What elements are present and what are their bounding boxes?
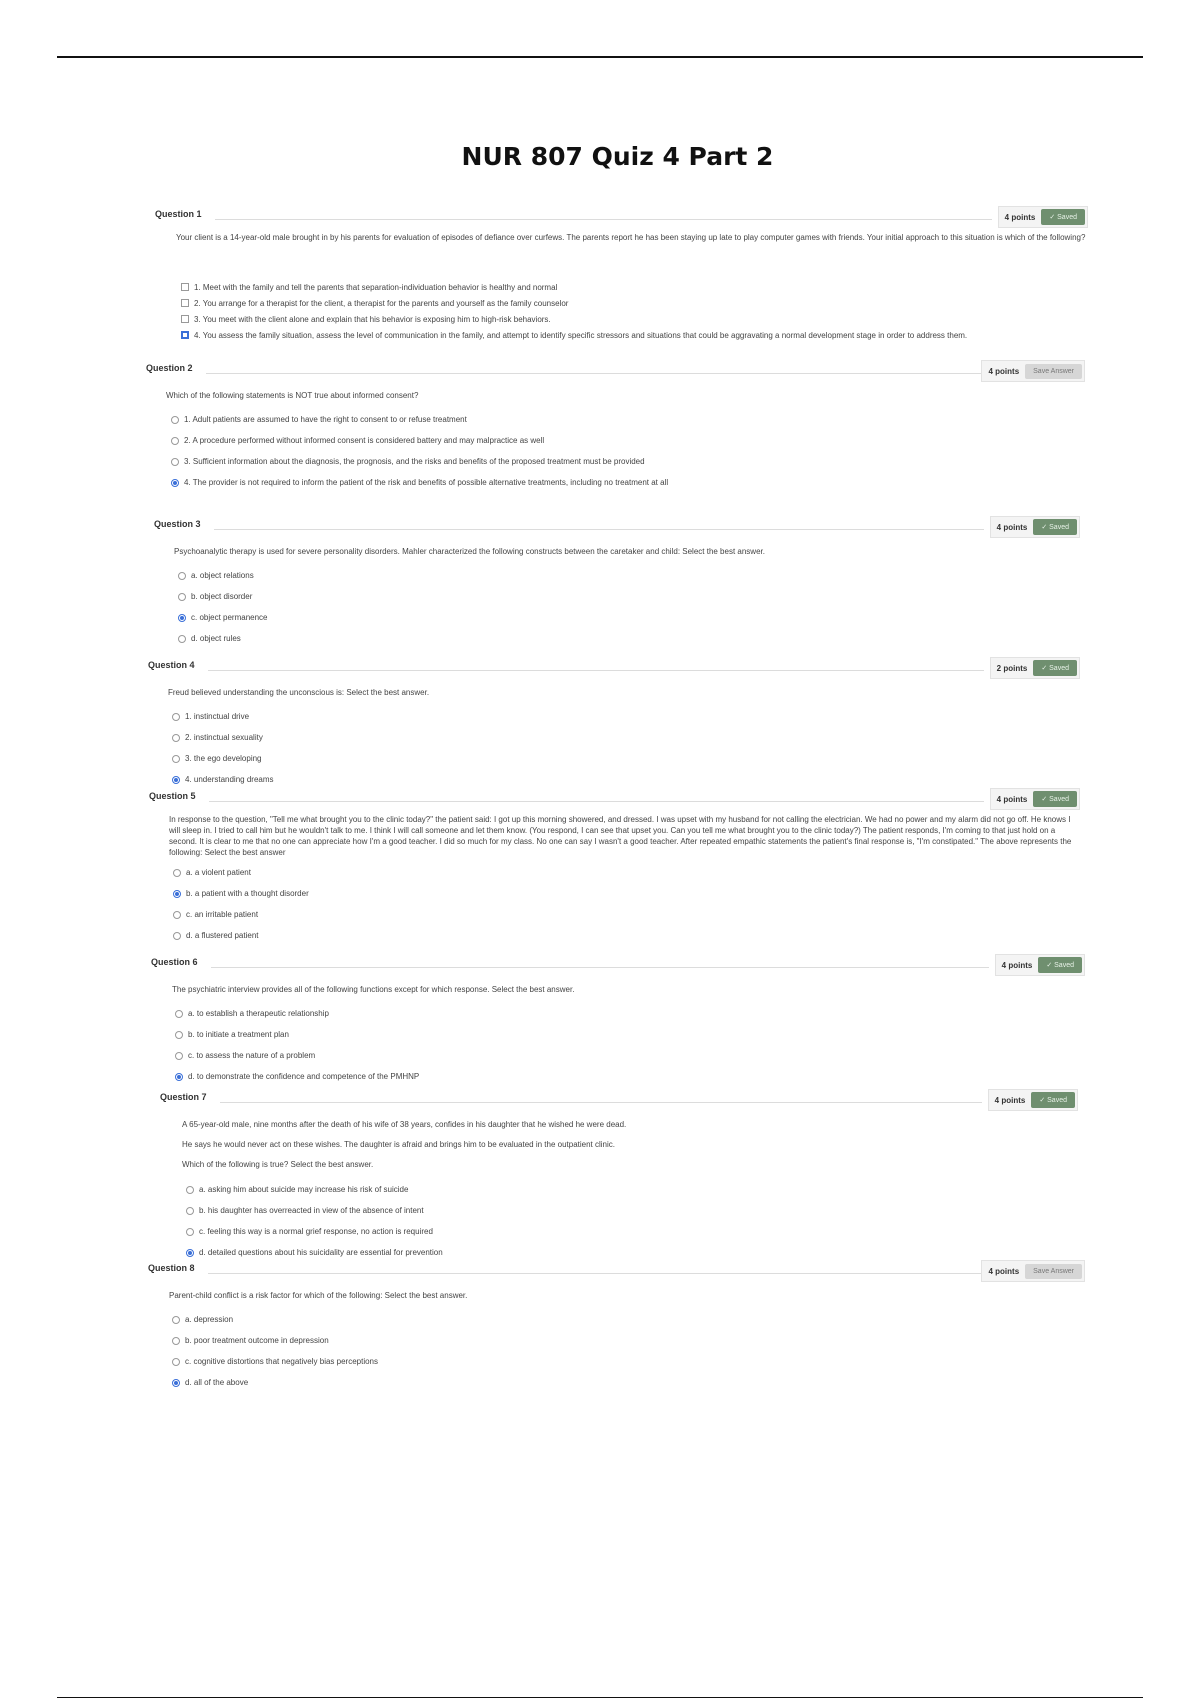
answer-options [171, 409, 1085, 493]
answer-option[interactable]: 2. instinctual sexuality [172, 727, 1080, 748]
points-label: 4 points [996, 522, 1028, 532]
radio-button[interactable] [186, 1207, 194, 1215]
bottom-rule [57, 1697, 1143, 1698]
answer-option[interactable]: c. cognitive distortions that negatively bias perceptions [172, 1351, 1085, 1372]
radio-button[interactable] [173, 911, 181, 919]
question-1 [155, 206, 1088, 343]
answer-option[interactable]: a. a violent patient [173, 862, 1080, 883]
radio-button[interactable] [171, 458, 179, 466]
radio-button-selected[interactable] [172, 1379, 180, 1387]
radio-button[interactable] [172, 734, 180, 742]
radio-button[interactable] [171, 437, 179, 445]
question-label: Question 7 [160, 1092, 207, 1102]
radio-button[interactable] [175, 1052, 183, 1060]
question-label: Question 1 [155, 209, 202, 219]
question-5 [149, 788, 1080, 946]
question-2 [146, 360, 1085, 493]
answer-option[interactable]: 1. instinctual drive [172, 706, 1080, 727]
radio-button-selected[interactable] [175, 1073, 183, 1081]
question-text: In response to the question, "Tell me what brought you to the clinic today?" the patient said: I got up this morning showered, and dressed. I was upset with my husband for not calling the electrician. We had no power and my alarm did not go off. He knows I will sleep in. I tried to call him but he wouldn't talk to me. I think I will call someone and let them know. (You respond, I can see that upset you. Can you tell me what brought you to the clinic today?) The patient responds, I'm coming to that just hold on a second. It is clear to me that no one can appreciate how I'm a good teacher. I did so much for my class. No one can say I wasn't a good teacher. After repeated empathic statements the patient's final response is, "I'm constipated." The above represents the following: Select the best answer [169, 815, 1072, 857]
radio-button[interactable] [172, 713, 180, 721]
answer-option[interactable]: b. his daughter has overreacted in view of the absence of intent [186, 1200, 1078, 1221]
radio-button[interactable] [172, 1358, 180, 1366]
answer-option[interactable]: a. depression [172, 1309, 1085, 1330]
checkbox[interactable] [181, 283, 189, 291]
saved-button[interactable]: ✓ Saved [1033, 791, 1077, 807]
answer-option[interactable]: d. to demonstrate the confidence and competence of the PMHNP [175, 1066, 1085, 1087]
radio-button[interactable] [178, 572, 186, 580]
answer-option[interactable]: b. to initiate a treatment plan [175, 1024, 1085, 1045]
question-text: Parent-child conflict is a risk factor for which of the following: Select the best answer. [169, 1291, 468, 1300]
question-text: Which of the following statements is NOT true about informed consent? [166, 391, 419, 400]
answer-options [172, 706, 1080, 790]
answer-option[interactable]: a. asking him about suicide may increase his risk of suicide [186, 1179, 1078, 1200]
radio-button[interactable] [175, 1010, 183, 1018]
points-label: 4 points [1001, 960, 1033, 970]
points-label: 4 points [988, 366, 1020, 376]
save-answer-button[interactable]: Save Answer [1025, 364, 1082, 379]
question-text-line: Which of the following is true? Select the best answer. [182, 1160, 374, 1169]
radio-button[interactable] [173, 932, 181, 940]
answer-options [186, 1179, 1078, 1263]
checkbox[interactable] [181, 315, 189, 323]
answer-options [175, 1003, 1085, 1087]
answer-options [172, 1309, 1085, 1393]
question-6 [151, 954, 1085, 1087]
radio-button[interactable] [172, 1337, 180, 1345]
question-label: Question 2 [146, 363, 193, 373]
question-8 [148, 1260, 1085, 1393]
question-label: Question 8 [148, 1263, 195, 1273]
question-text: Your client is a 14-year-old male brought in by his parents for evaluation of episodes of defiance over curfews. The parents report he has been staying up late to play computer games with friends. Your initial approach to this situation is which of the following? [176, 233, 1086, 242]
radio-button[interactable] [178, 593, 186, 601]
answer-option[interactable]: a. object relations [178, 565, 1080, 586]
question-text: The psychiatric interview provides all of the following functions except for which response. Select the best answer. [172, 985, 575, 994]
radio-button[interactable] [173, 869, 181, 877]
radio-button-selected[interactable] [178, 614, 186, 622]
points-label: 2 points [996, 663, 1028, 673]
checkbox-checked[interactable] [181, 331, 189, 339]
radio-button[interactable] [172, 1316, 180, 1324]
answer-option[interactable]: c. object permanence [178, 607, 1080, 628]
answer-option[interactable]: 3. Sufficient information about the diagnosis, the prognosis, and the risks and benefits of the proposed treatment must be provided [171, 451, 1085, 472]
radio-button[interactable] [172, 755, 180, 763]
answer-options [181, 279, 1088, 343]
question-label: Question 6 [151, 957, 198, 967]
question-text [182, 1119, 1078, 1179]
saved-button[interactable]: ✓ Saved [1041, 209, 1085, 225]
radio-button[interactable] [186, 1228, 194, 1236]
radio-button-selected[interactable] [173, 890, 181, 898]
page-title: NUR 807 Quiz 4 Part 2 [461, 142, 774, 171]
answer-option[interactable]: c. feeling this way is a normal grief response, no action is required [186, 1221, 1078, 1242]
answer-option[interactable]: d. all of the above [172, 1372, 1085, 1393]
question-7 [160, 1089, 1078, 1263]
answer-option[interactable]: b. a patient with a thought disorder [173, 883, 1080, 904]
question-label: Question 5 [149, 791, 196, 801]
answer-option[interactable]: 2. You arrange for a therapist for the client, a therapist for the parents and yourself as the family counselor [181, 295, 1088, 311]
answer-options [173, 862, 1080, 946]
question-text-line: He says he would never act on these wishes. The daughter is afraid and brings him to be evaluated in the outpatient clinic. [182, 1140, 615, 1149]
answer-option[interactable]: 1. Adult patients are assumed to have the right to consent to or refuse treatment [171, 409, 1085, 430]
points-label: 4 points [994, 1095, 1026, 1105]
radio-button-selected[interactable] [171, 479, 179, 487]
radio-button-selected[interactable] [186, 1249, 194, 1257]
answer-option[interactable]: 1. Meet with the family and tell the parents that separation-individuation behavior is healthy and normal [181, 279, 1088, 295]
saved-button[interactable]: ✓ Saved [1038, 957, 1082, 973]
answer-option[interactable]: b. poor treatment outcome in depression [172, 1330, 1085, 1351]
top-rule [57, 56, 1143, 58]
question-label: Question 4 [148, 660, 195, 670]
answer-option[interactable]: a. to establish a therapeutic relationship [175, 1003, 1085, 1024]
radio-button[interactable] [178, 635, 186, 643]
saved-button[interactable]: ✓ Saved [1033, 519, 1077, 535]
question-text-line: A 65-year-old male, nine months after the death of his wife of 38 years, confides in his daughter that he wished he were dead. [182, 1120, 627, 1129]
answer-option[interactable]: 2. A procedure performed without informed consent is considered battery and may malpractice as well [171, 430, 1085, 451]
answer-option[interactable]: c. an irritable patient [173, 904, 1080, 925]
answer-option[interactable]: b. object disorder [178, 586, 1080, 607]
saved-button[interactable]: ✓ Saved [1033, 660, 1077, 676]
checkbox[interactable] [181, 299, 189, 307]
question-4 [148, 657, 1080, 790]
radio-button[interactable] [186, 1186, 194, 1194]
points-label: 4 points [1004, 212, 1036, 222]
points-label: 4 points [996, 794, 1028, 804]
question-label: Question 3 [154, 519, 201, 529]
answer-option[interactable]: 3. You meet with the client alone and explain that his behavior is exposing him to high-risk behaviors. [181, 311, 1088, 327]
question-text: Psychoanalytic therapy is used for severe personality disorders. Mahler characterized the following constructs between the caretaker and child: Select the best answer. [174, 547, 765, 556]
save-answer-button[interactable]: Save Answer [1025, 1264, 1082, 1279]
radio-button-selected[interactable] [172, 776, 180, 784]
answer-option[interactable]: 3. the ego developing [172, 748, 1080, 769]
answer-option[interactable]: d. object rules [178, 628, 1080, 649]
answer-option[interactable]: 4. understanding dreams [172, 769, 1080, 790]
answer-options [178, 565, 1080, 649]
points-label: 4 points [988, 1266, 1020, 1276]
radio-button[interactable] [171, 416, 179, 424]
answer-option[interactable]: c. to assess the nature of a problem [175, 1045, 1085, 1066]
question-3 [154, 516, 1080, 649]
question-text: Freud believed understanding the unconscious is: Select the best answer. [168, 688, 430, 697]
radio-button[interactable] [175, 1031, 183, 1039]
answer-option[interactable]: 4. You assess the family situation, assess the level of communication in the family, and attempt to identify specific stressors and situations that could be aggravating a normal development stage in order to address them. [181, 327, 1088, 343]
answer-option[interactable]: 4. The provider is not required to inform the patient of the risk and benefits of possible alternative treatments, including no treatment at all [171, 472, 1085, 493]
answer-option[interactable]: d. a flustered patient [173, 925, 1080, 946]
saved-button[interactable]: ✓ Saved [1031, 1092, 1075, 1108]
answer-option[interactable]: d. detailed questions about his suicidality are essential for prevention [186, 1242, 1078, 1263]
